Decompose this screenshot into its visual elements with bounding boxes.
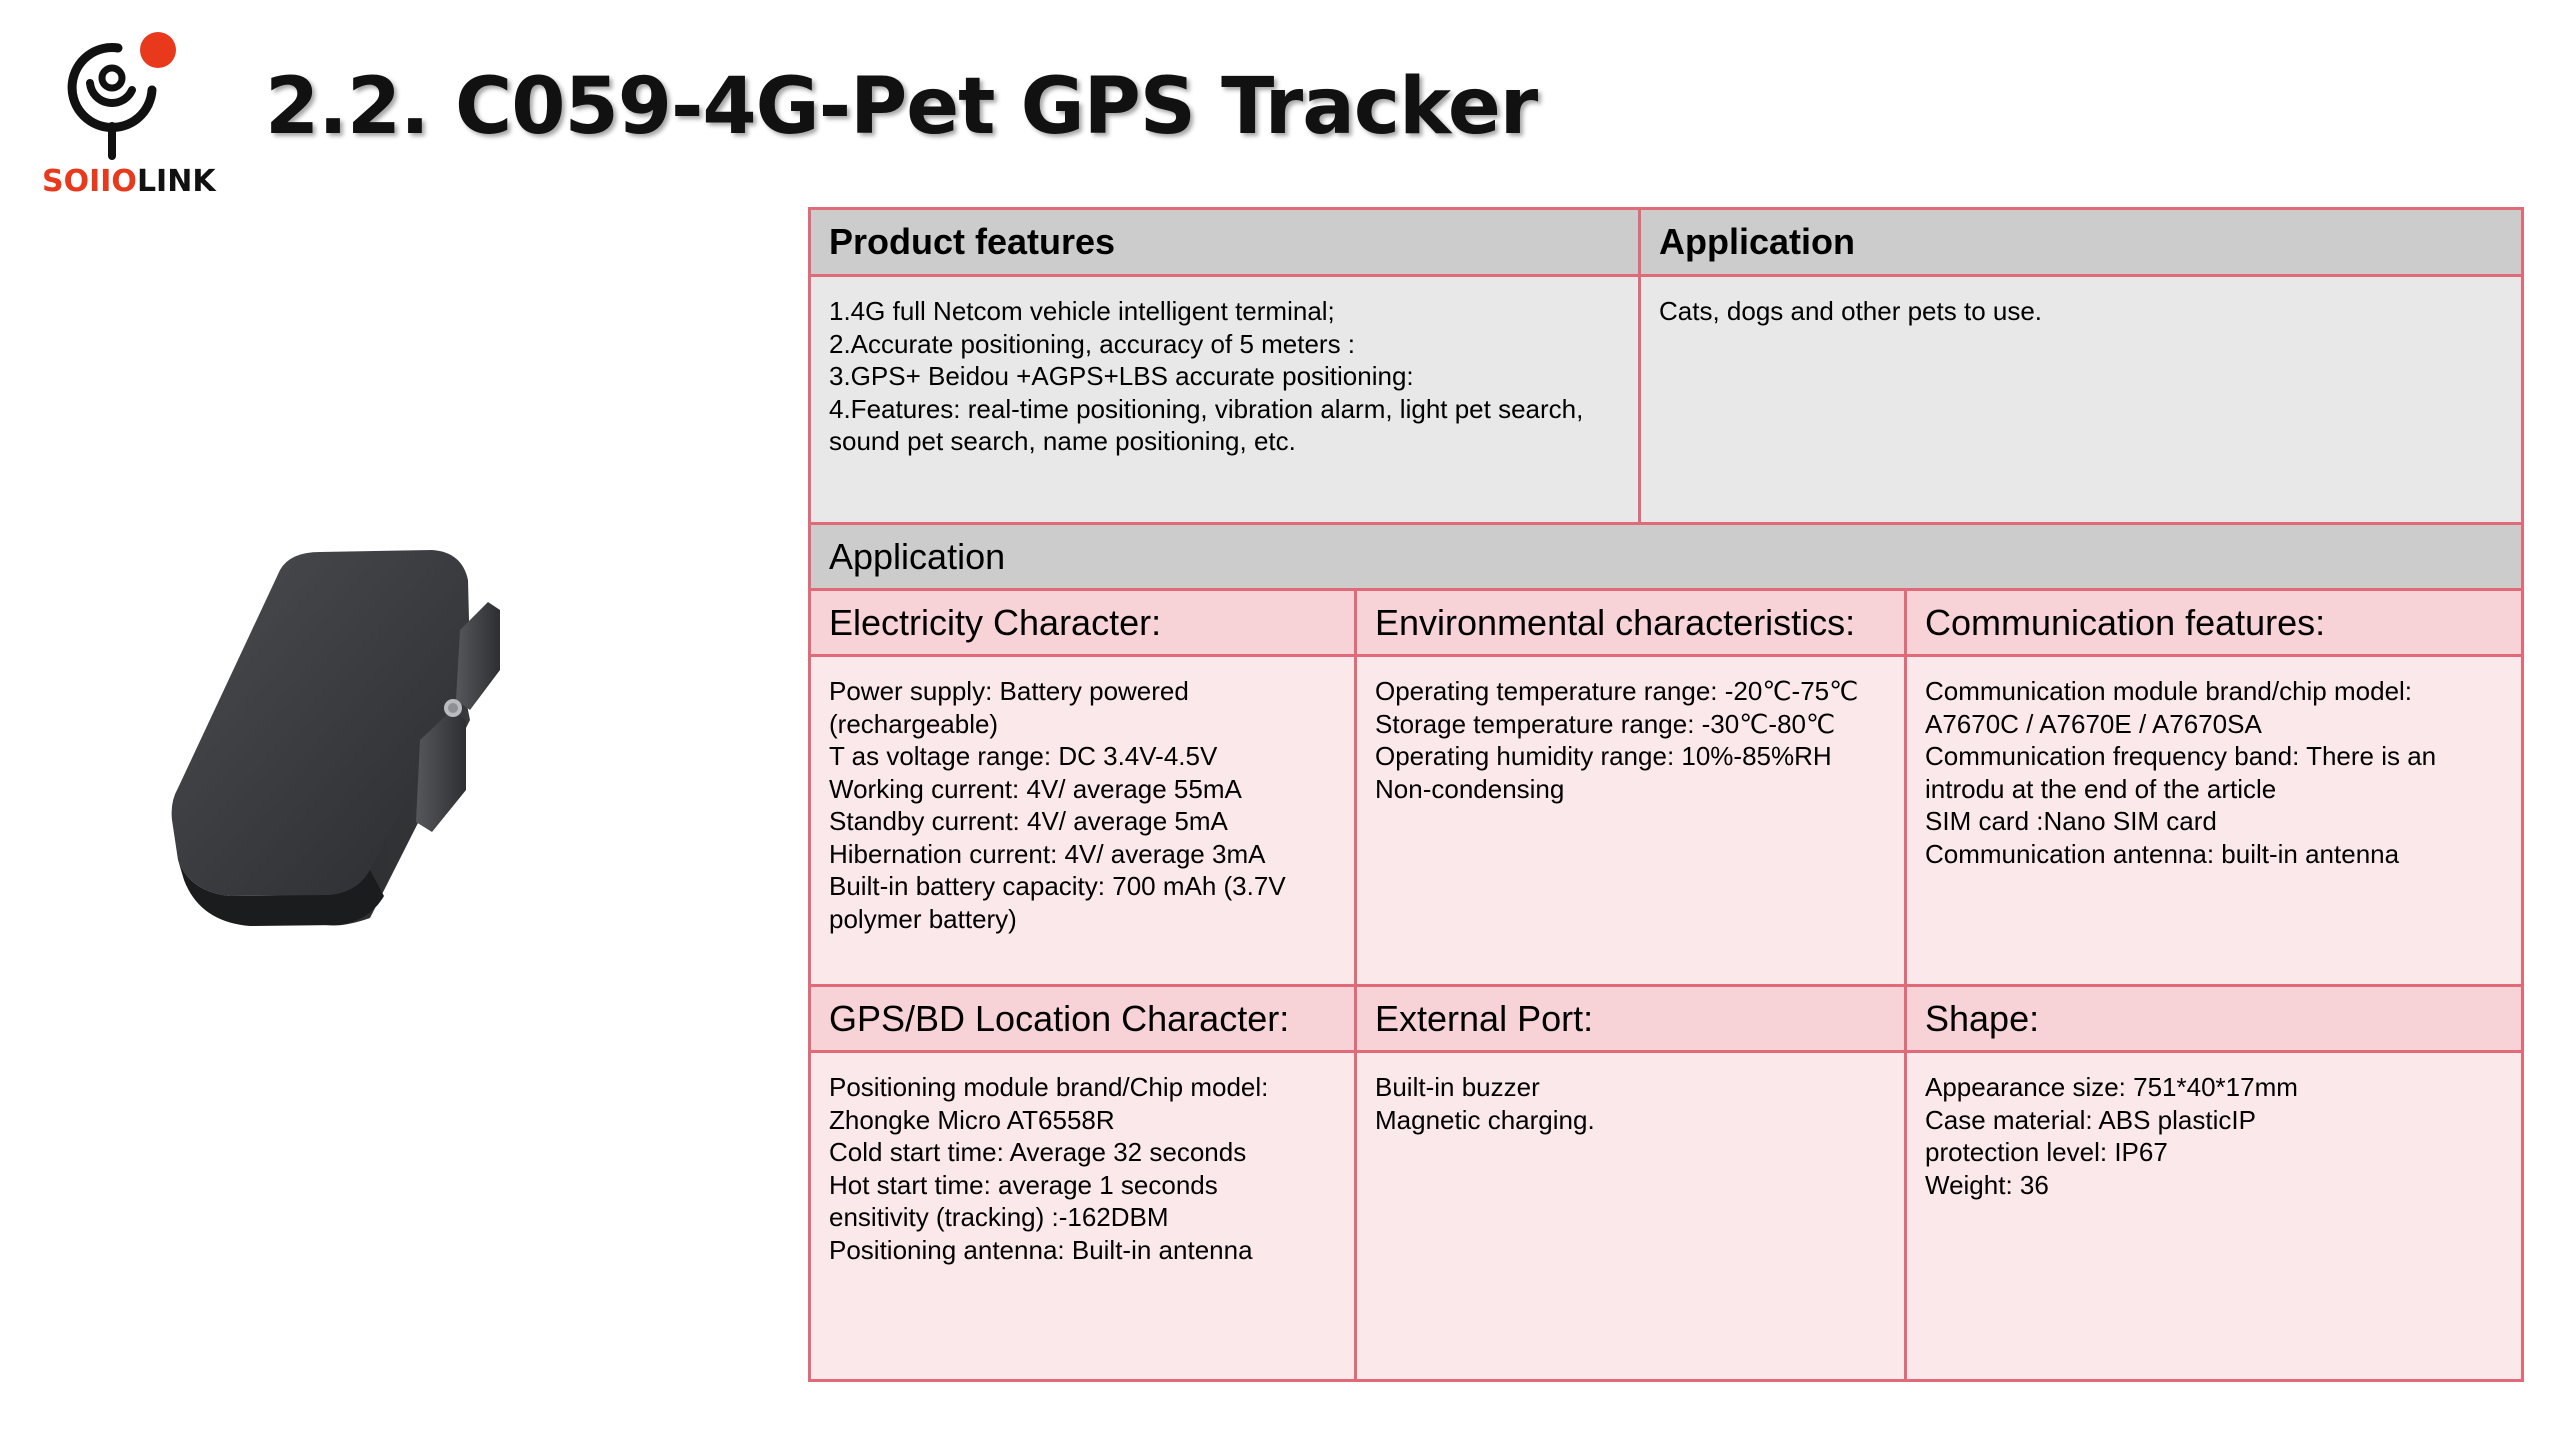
electricity-line: Standby current: 4V/ average 5mA [829, 806, 1228, 836]
shape-line: protection level: IP67 [1925, 1137, 2168, 1167]
electricity-body [811, 657, 1357, 987]
electricity-line: Working current: 4V/ average 55mA [829, 773, 1242, 804]
electricity-header: Electricity Character: [811, 591, 1357, 657]
gps-tracker-device-image [170, 540, 550, 940]
external-port-line: Magnetic charging. [1375, 1104, 1595, 1135]
product-features-header: Product features [811, 210, 1641, 277]
environmental-line: Storage temperature range: -30℃-80℃ [1375, 708, 1836, 739]
environmental-body [1357, 657, 1907, 987]
logo-wordmark: SOIIOLINK [42, 164, 216, 199]
application-header: Application [1641, 210, 2521, 277]
communication-line: Communication antenna: built-in antenna [1925, 838, 2400, 869]
communication-header: Communication features: [1907, 591, 2521, 657]
gps-line: Hot start time: average 1 seconds [829, 1169, 1218, 1200]
gps-body [811, 1053, 1357, 1379]
page-title: 2.2. C059-4G-Pet GPS Tracker [265, 62, 1538, 152]
brand-logo [40, 28, 216, 199]
gps-line: Positioning antenna: Built-in antenna [829, 1234, 1253, 1265]
communication-body [1907, 657, 2521, 987]
application-line: Cats, dogs and other pets to use. [1659, 296, 2043, 326]
product-features-line: sound pet search, name positioning, etc. [829, 426, 1296, 456]
gps-line: ensitivity (tracking) :-162DBM [829, 1202, 1169, 1232]
external-port-header: External Port: [1357, 987, 1907, 1053]
environmental-line: Operating humidity range: 10%-85%RH [1375, 741, 1832, 771]
external-port-line: Built-in buzzer [1375, 1072, 1540, 1102]
external-port-body [1357, 1053, 1907, 1379]
shape-line: Case material: ABS plasticIP [1925, 1104, 2256, 1135]
shape-header: Shape: [1907, 987, 2521, 1053]
communication-line: Communication module brand/chip model: [1925, 676, 2413, 706]
environmental-line: Operating temperature range: -20℃-75℃ [1375, 676, 1859, 706]
shape-body [1907, 1053, 2521, 1379]
shape-line: Weight: 36 [1925, 1169, 2049, 1200]
gps-header: GPS/BD Location Character: [811, 987, 1357, 1053]
application-band: Application [811, 525, 2521, 591]
environmental-header: Environmental characteristics: [1357, 591, 1907, 657]
gps-line: Cold start time: Average 32 seconds [829, 1137, 1247, 1167]
application-body [1641, 277, 2521, 525]
electricity-line: (rechargeable) [829, 708, 999, 739]
spec-table [808, 207, 2524, 1382]
communication-line: SIM card :Nano SIM card [1925, 806, 2217, 836]
communication-line: A7670C / A7670E / A7670SA [1925, 708, 2262, 739]
electricity-line: Hibernation current: 4V/ average 3mA [829, 838, 1266, 869]
communication-line: introdu at the end of the article [1925, 773, 2277, 804]
product-features-line: 1.4G full Netcom vehicle intelligent terminal; [829, 296, 1335, 326]
electricity-line: T as voltage range: DC 3.4V-4.5V [829, 741, 1218, 771]
electricity-line: Power supply: Battery powered [829, 676, 1189, 706]
gps-line: Zhongke Micro AT6558R [829, 1104, 1115, 1135]
electricity-line: polymer battery) [829, 903, 1017, 934]
environmental-line: Non-condensing [1375, 773, 1565, 804]
gps-line: Positioning module brand/Chip model: [829, 1072, 1269, 1102]
logo-mark-icon [40, 28, 200, 168]
product-features-line: 3.GPS+ Beidou +AGPS+LBS accurate positioning: [829, 361, 1414, 391]
communication-line: Communication frequency band: There is an [1925, 741, 2437, 771]
product-features-body [811, 277, 1641, 525]
shape-line: Appearance size: 751*40*17mm [1925, 1072, 2298, 1102]
product-features-line: 4.Features: real-time positioning, vibration alarm, light pet search, [829, 393, 1584, 424]
electricity-line: Built-in battery capacity: 700 mAh (3.7V [829, 871, 1286, 901]
product-features-line: 2.Accurate positioning, accuracy of 5 meters : [829, 328, 1356, 359]
